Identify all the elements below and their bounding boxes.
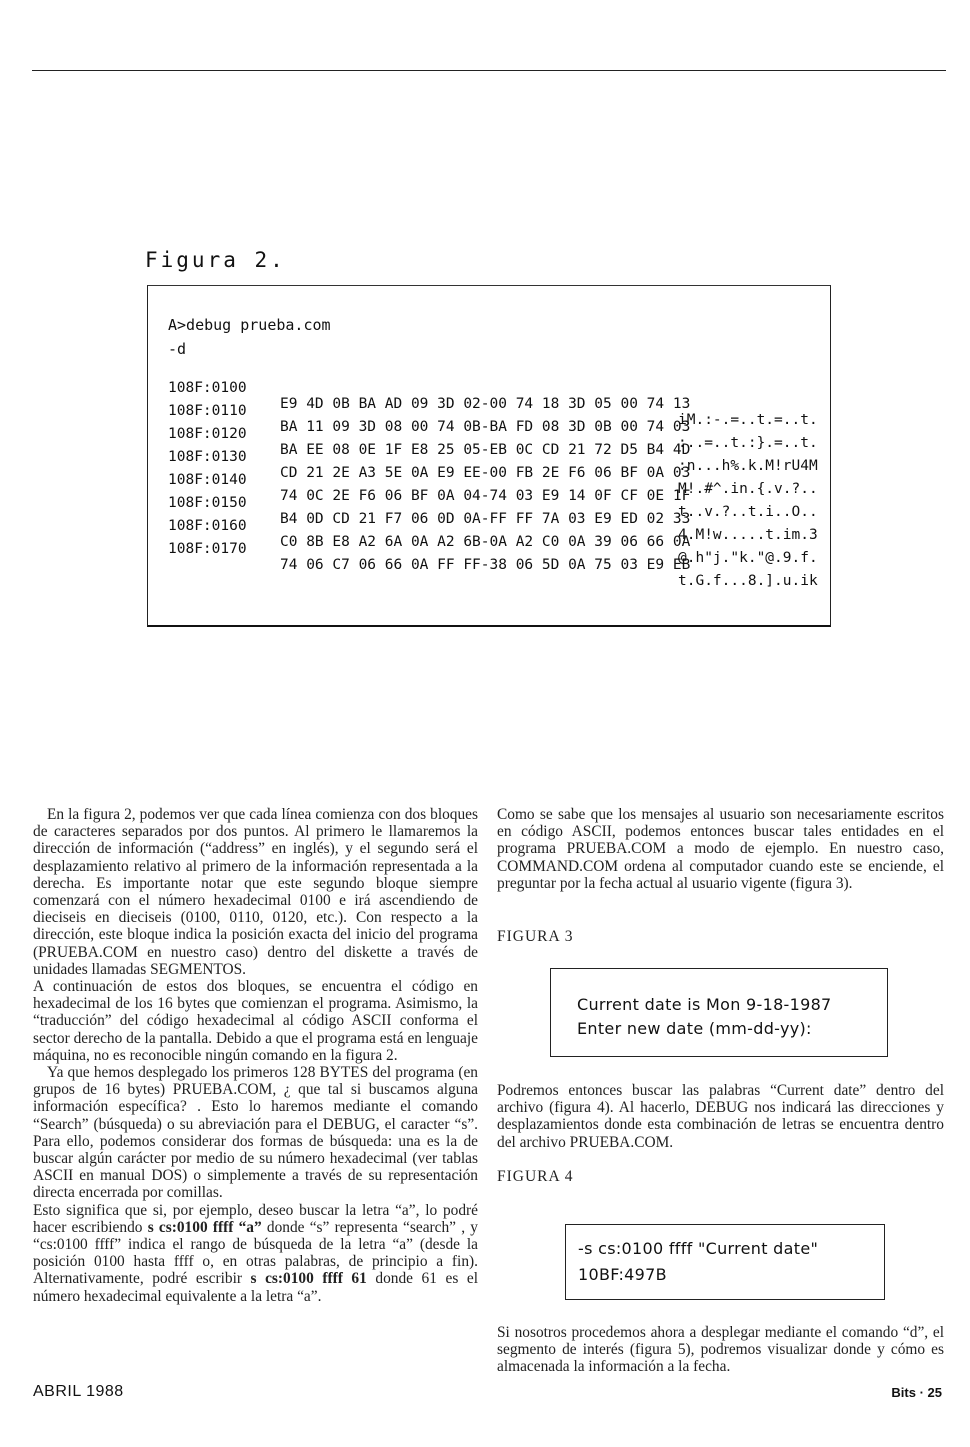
- figure-4-label: FIGURA 4: [497, 1168, 574, 1185]
- right-column-bottom: [497, 1324, 944, 1376]
- dump-hex: 74 06 C7 06 66 0A FF FF-38 06 5D 0A 75 03 E9 EB: [280, 557, 691, 573]
- dump-ascii: t..v.?..t.i..O..: [678, 504, 818, 520]
- dump-ascii: M!.#^.in.{.v.?..: [678, 481, 818, 497]
- top-rule: [32, 70, 946, 71]
- dump-address: 108F:0120: [168, 426, 247, 442]
- figure-3-box: [550, 968, 888, 1057]
- paragraph: En la figura 2, podemos ver que cada línea comienza con dos bloques de caracteres separados por dos puntos. Al primero le llamaremos la dirección de información (“address” en inglés), y el segundo será el desplazamiento relativo al primero de la información representada a la derecha. Es importante notar que este segundo bloque siempre comenzará con el número hexadecimal 0100 e irá ascendiendo de dieciseis en dieciseis (0100, 0110, 0120, etc.). Con respecto a la dirección, este bloque indica la posición exacta del inicio del programa (PRUEBA.COM en nuestro caso) dentro del diskette a través de unidades llamadas SEGMENTOS.: [33, 806, 478, 978]
- figure-3-line: Current date is Mon 9-18-1987: [577, 995, 832, 1014]
- dump-command: -d: [168, 340, 187, 358]
- dump-address: 108F:0150: [168, 495, 247, 511]
- dump-address: 108F:0140: [168, 472, 247, 488]
- figure-2-caption: Figura 2.: [145, 248, 286, 272]
- text-run: donde “s” representa “search” , y “cs:0100 ffff” indica el rango de búsqueda de la letra “a” (desde la posición 0100 hasta ffff o, en otras palabras, de principio a fin). Alternativamente, podré escribir: [33, 1218, 478, 1288]
- dump-hex: B4 0D CD 21 F7 06 0D 0A-FF FF 7A 03 E9 ED 02 33: [280, 511, 691, 527]
- figure-3-label: FIGURA 3: [497, 928, 574, 945]
- right-column-middle: [497, 1082, 944, 1151]
- dump-hex: 74 0C 2E F6 06 BF 0A 04-74 03 E9 14 0F CF 0E 1F: [280, 488, 691, 504]
- dump-hex: BA 11 09 3D 08 00 74 0B-BA FD 08 3D 0B 00 74 03: [280, 419, 691, 435]
- bold-command: s cs:0100 ffff “a”: [147, 1218, 262, 1236]
- paragraph: Si nosotros procedemos ahora a desplegar mediante el comando “d”, el segmento de interés (figura 5), podremos visualizar donde y cómo es almacenada la información a la fecha.: [497, 1324, 944, 1376]
- dump-hex: C0 8B E8 A2 6A 0A A2 6B-0A A2 C0 0A 39 06 66 0A: [280, 534, 691, 550]
- dump-address: 108F:0160: [168, 518, 247, 534]
- text-run: donde 61 es el número hexadecimal equivalente a la letra “a”.: [33, 1270, 478, 1305]
- text-run: Esto significa que si, por ejemplo, deseo buscar la letra “a”, lo podré hacer escribiendo: [33, 1201, 478, 1236]
- dump-ascii: 4.M!w.....t.im.3: [678, 527, 818, 543]
- dump-ascii: t.G.f...8.].u.ik: [678, 573, 818, 589]
- dump-ascii: iM.:-.=..t.=..t.: [678, 412, 818, 428]
- dump-hex: BA EE 08 0E 1F E8 25 05-EB 0C CD 21 72 D5 B4 4D: [280, 442, 691, 458]
- left-column: [33, 806, 478, 1305]
- dump-address: 108F:0170: [168, 541, 247, 557]
- paragraph: Ya que hemos desplegado los primeros 128 BYTES del programa (en grupos de 16 bytes) PRUEBA.COM, ¿ que tal si buscamos alguna información específica? . Esto lo haremos mediante el comando “Search” (búsqueda) o su abreviación para el DEBUG, el caracter “s”. Para ello, podemos considerar dos formas de búsqueda: una es la de buscar algún carácter por medio de su número hexadecimal (ver tablas ASCII en manual DOS) o simplemente a través de su representación directa encerrada por comillas.: [33, 1064, 478, 1202]
- dump-ascii: @.h"j."k."@.9.f.: [678, 550, 818, 566]
- paragraph: Como se sabe que los mensajes al usuario son necesariamente escritos en código ASCII, podemos entonces buscar tales entidades en el programa PRUEBA.COM a modo de ejemplo. En nuestro caso, COMMAND.COM ordena al computador cuando este se enciende, el preguntar por la fecha actual al usuario vigente (figura 3).: [497, 806, 944, 892]
- dump-address: 108F:0130: [168, 449, 247, 465]
- debug-command: A>debug prueba.com: [168, 316, 331, 334]
- dump-hex: E9 4D 0B BA AD 09 3D 02-00 74 18 3D 05 00 74 13: [280, 396, 691, 412]
- dump-ascii: :..=..t.:}.=..t.: [678, 435, 818, 451]
- dump-address: 108F:0110: [168, 403, 247, 419]
- paragraph: Podremos entonces buscar las palabras “Current date” dentro del archivo (figura 4). Al hacerlo, DEBUG nos indicará las direcciones y desplazamientos donde esta combinación de letras se encuentra dentro del archivo PRUEBA.COM.: [497, 1082, 944, 1151]
- figure-4-box: [565, 1224, 885, 1300]
- dump-hex: CD 21 2E A3 5E 0A E9 EE-00 FB 2E F6 06 BF 0A 03: [280, 465, 691, 481]
- dump-ascii: :n...h%.k.M!rU4M: [678, 458, 818, 474]
- right-column-intro: [497, 806, 944, 892]
- dump-address: 108F:0100: [168, 380, 247, 396]
- footer-date: ABRIL 1988: [33, 1383, 124, 1400]
- figure-2-box: [147, 285, 831, 627]
- bold-command: s cs:0100 ffff 61: [250, 1270, 367, 1288]
- paragraph: [33, 1202, 478, 1305]
- figure-3-line: Enter new date (mm-dd-yy):: [577, 1019, 812, 1038]
- paragraph: A continuación de estos dos bloques, se encuentra el código en hexadecimal de los 16 bytes que comienzan el programa. Asimismo, la “traducción” del código hexadecimal al código ASCII conforma el sector derecho de la pantalla. Debido a que el programa está en lenguaje máquina, no es reconocible ningún comando en la figura 2.: [33, 978, 478, 1064]
- footer-page-number: Bits · 25: [891, 1385, 942, 1400]
- figure-4-line: -s cs:0100 ffff "Current date": [578, 1239, 819, 1258]
- figure-4-line: 10BF:497B: [578, 1265, 667, 1284]
